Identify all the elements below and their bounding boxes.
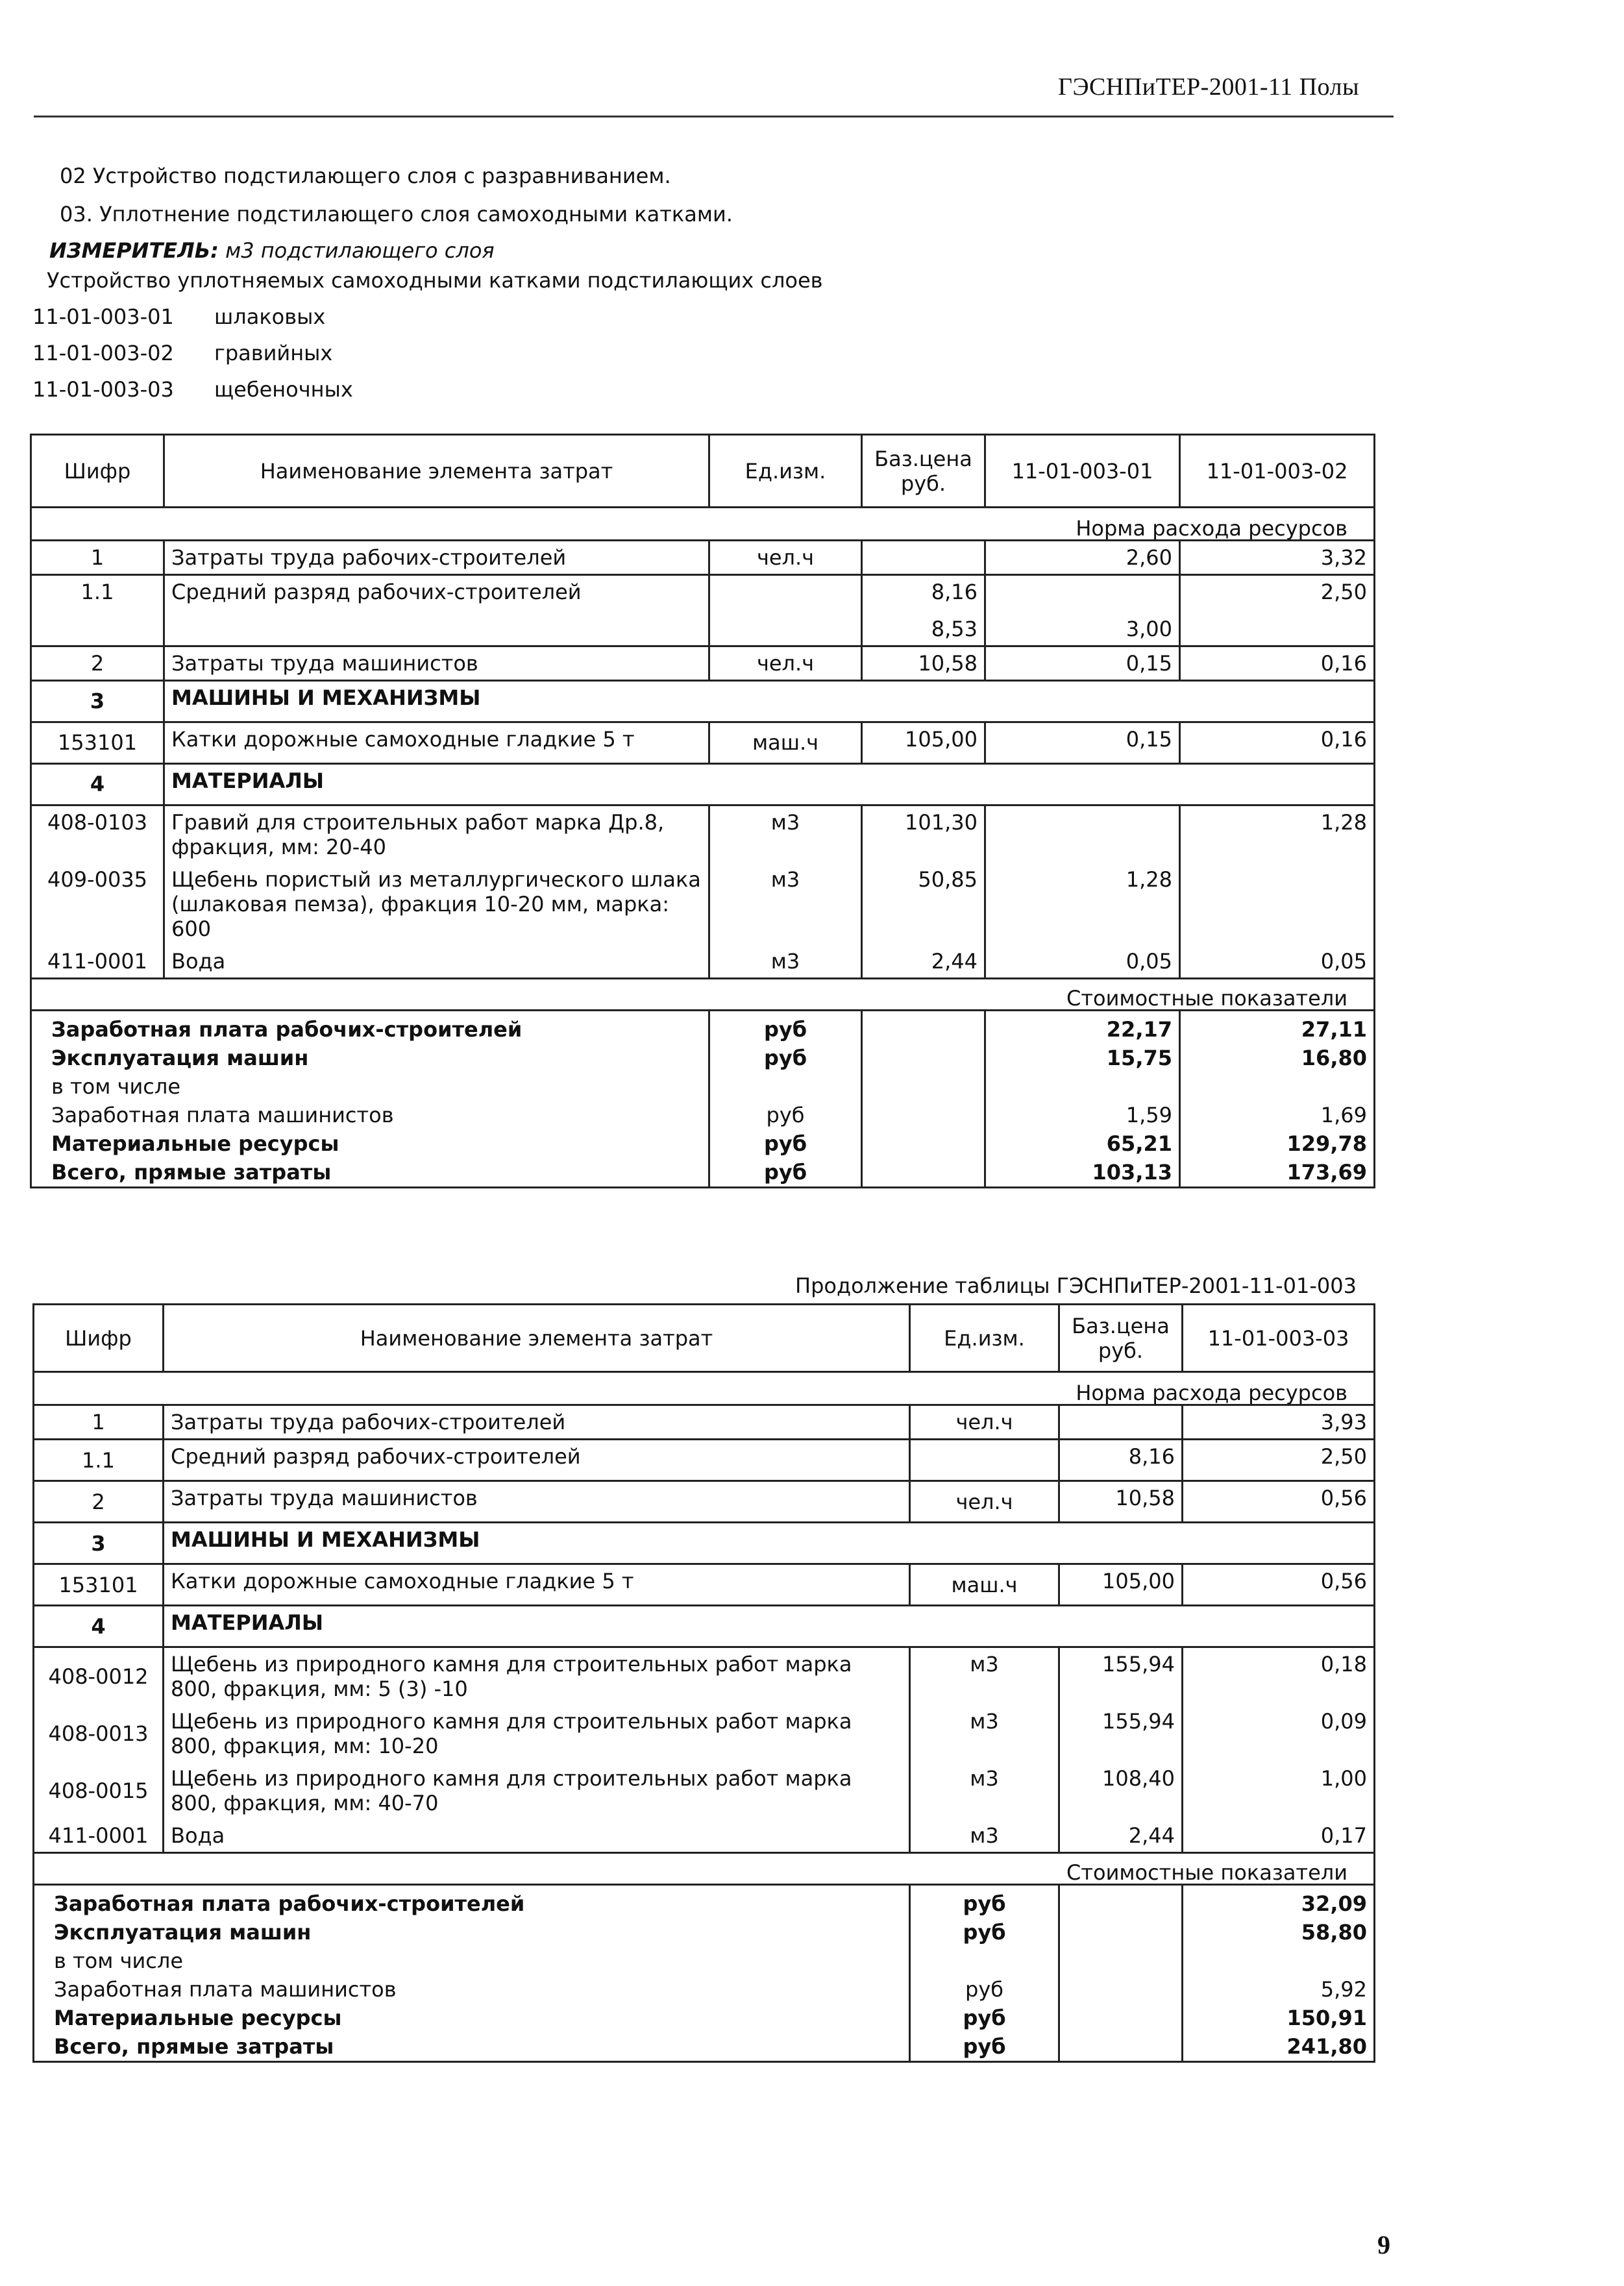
row-price: 105,00 [862,722,985,763]
summary-value-1 [985,1072,1180,1101]
section-norm-label: Норма расхода ресурсов [34,1372,1375,1405]
row-price: 8,16 [1059,1440,1183,1481]
code-item-name: шлаковых [214,304,326,329]
row-price: 108,40 [1059,1762,1183,1819]
summary-label: Заработная плата машинистов [34,1975,910,2004]
row-code: 408-0015 [34,1762,164,1819]
measure-label: ИЗМЕРИТЕЛЬ: [49,238,219,263]
section-cost-label: Стоимостные показатели [34,1853,1375,1885]
intro-line-2: 03. Уплотнение подстилающего слоя самоходными катками. [60,202,733,227]
header-col-1: 11-01-003-03 [1183,1305,1375,1372]
row-price: 105,00 [1059,1564,1183,1606]
row-unit [709,613,862,646]
summary-value-2: 16,80 [1180,1044,1375,1072]
row-unit: м3 [910,1647,1059,1706]
row-code: 1 [31,541,164,575]
summary-value-1: 65,21 [985,1129,1180,1158]
row-name: Катки дорожные самоходные гладкие 5 т [164,1564,910,1606]
page-header-title: ГЭСНПиТЕР-2001-11 Полы [1058,73,1360,101]
row-unit: м3 [910,1819,1059,1853]
section-row-materials [31,763,1375,805]
table-row [34,1440,1375,1481]
section-title: МАТЕРИАЛЫ [164,763,1375,805]
summary-price [1059,2032,1183,2062]
row-price: 2,44 [1059,1819,1183,1853]
summary-label: Материальные ресурсы [34,2004,910,2032]
row-unit: чел.ч [709,646,862,680]
row-code: 153101 [31,722,164,763]
section-row-materials [34,1606,1375,1647]
table-row [31,613,1375,646]
summary-row [34,1918,1375,1947]
row-value-2: 1,28 [1180,805,1375,863]
row-code: 411-0001 [31,945,164,979]
header-code: Шифр [31,435,164,508]
table-row [34,1647,1375,1706]
row-code: 2 [34,1481,164,1523]
section-norm-row [34,1372,1375,1405]
summary-label: Всего, прямые затраты [34,2032,910,2062]
row-name: Щебень пористый из металлургического шлака (шлаковая пемза), фракция 10-20 мм, марка: 600 [164,863,709,945]
summary-value-1 [1183,1947,1375,1975]
table-header-row [34,1305,1375,1372]
summary-row [34,1885,1375,1919]
row-code: 1.1 [31,575,164,613]
summary-unit: руб [910,1975,1059,2004]
summary-unit [910,1947,1059,1975]
code-item-code: 11-01-003-01 [32,304,174,329]
row-unit: маш.ч [910,1564,1059,1606]
summary-row [31,1101,1375,1129]
summary-price [862,1072,985,1101]
summary-label: Заработная плата рабочих-строителей [31,1010,709,1044]
intro-description: Устройство уплотняемых самоходными катками подстилающих слоев [47,268,823,293]
table-row [31,646,1375,680]
summary-label: Заработная плата машинистов [31,1101,709,1129]
summary-unit: руб [709,1101,862,1129]
summary-row [31,1129,1375,1158]
row-unit [910,1440,1059,1481]
row-value-2: 0,05 [1180,945,1375,979]
row-unit: чел.ч [910,1481,1059,1523]
row-name: Затраты труда машинистов [164,1481,910,1523]
row-price [1059,1405,1183,1440]
code-item [32,378,174,401]
summary-unit: руб [709,1129,862,1158]
section-cost-row [31,978,1375,1010]
header-divider [34,116,1394,117]
row-unit: м3 [709,805,862,863]
row-name: Средний разряд рабочих-строителей [164,575,709,613]
row-value-1: 2,50 [1183,1440,1375,1481]
resource-table-2 [32,1303,1375,2063]
row-value-1: 0,15 [985,646,1180,680]
summary-unit: руб [910,2032,1059,2062]
section-cost-row [34,1853,1375,1885]
row-value-2 [1180,863,1375,945]
summary-price [1059,2004,1183,2032]
row-unit: м3 [709,863,862,945]
row-name: Средний разряд рабочих-строителей [164,1440,910,1481]
summary-label: Эксплуатация машин [34,1918,910,1947]
summary-value-1: 241,80 [1183,2032,1375,2062]
summary-value-2 [1180,1072,1375,1101]
section-norm-row [31,508,1375,541]
summary-price [1059,1885,1183,1919]
row-code: 1 [34,1405,164,1440]
summary-unit [709,1072,862,1101]
header-name: Наименование элемента затрат [164,435,709,508]
row-name: Щебень из природного камня для строительных работ марка 800, фракция, мм: 40-70 [164,1762,910,1819]
row-unit: чел.ч [709,541,862,575]
row-name: Вода [164,1819,910,1853]
row-name: Щебень из природного камня для строительных работ марка 800, фракция, мм: 5 (3) -10 [164,1647,910,1706]
summary-value-2: 173,69 [1180,1158,1375,1188]
header-col-1: 11-01-003-01 [985,435,1180,508]
section-title: МАТЕРИАЛЫ [164,1606,1375,1647]
row-value-1: 1,28 [985,863,1180,945]
row-price: 101,30 [862,805,985,863]
summary-row [31,1072,1375,1101]
code-item-name: щебеночных [214,377,353,402]
measure-line [49,239,495,262]
row-price: 2,44 [862,945,985,979]
row-value-2: 0,16 [1180,646,1375,680]
summary-value-1: 32,09 [1183,1885,1375,1919]
section-row-machines [31,680,1375,722]
code-item-name: гравийных [214,341,333,365]
header-name: Наименование элемента затрат [164,1305,910,1372]
row-code: 408-0103 [31,805,164,863]
summary-value-2: 1,69 [1180,1101,1375,1129]
row-unit: м3 [709,945,862,979]
summary-unit: руб [709,1044,862,1072]
row-value-2: 0,16 [1180,722,1375,763]
table-row [34,1405,1375,1440]
row-price: 8,16 [862,575,985,613]
row-code: 2 [31,646,164,680]
row-value-1: 0,56 [1183,1481,1375,1523]
summary-label: Всего, прямые затраты [31,1158,709,1188]
summary-row [31,1044,1375,1072]
summary-value-1: 150,91 [1183,2004,1375,2032]
row-value-2: 3,32 [1180,541,1375,575]
summary-value-1: 1,59 [985,1101,1180,1129]
row-value-1: 0,18 [1183,1647,1375,1706]
row-value-1: 3,00 [985,613,1180,646]
row-price: 10,58 [1059,1481,1183,1523]
section-norm-label: Норма расхода ресурсов [31,508,1375,541]
row-price: 155,94 [1059,1647,1183,1706]
summary-unit: руб [709,1158,862,1188]
row-value-2 [1180,613,1375,646]
row-unit: маш.ч [709,722,862,763]
table-row [34,1762,1375,1819]
measure-value: м3 подстилающего слоя [225,238,495,263]
summary-value-1: 103,13 [985,1158,1180,1188]
row-value-2: 2,50 [1180,575,1375,613]
table-row [31,541,1375,575]
summary-value-1: 5,92 [1183,1975,1375,2004]
summary-price [862,1010,985,1044]
summary-price [1059,1918,1183,1947]
row-code: 408-0013 [34,1705,164,1762]
table-row [34,1819,1375,1853]
header-unit: Ед.изм. [709,435,862,508]
row-unit: чел.ч [910,1405,1059,1440]
summary-row [34,1975,1375,2004]
summary-price [862,1101,985,1129]
section-code: 4 [34,1606,164,1647]
row-value-1: 0,56 [1183,1564,1375,1606]
summary-unit: руб [910,1885,1059,1919]
summary-price [1059,1947,1183,1975]
summary-value-2: 27,11 [1180,1010,1375,1044]
row-name: Катки дорожные самоходные гладкие 5 т [164,722,709,763]
row-name: Затраты труда рабочих-строителей [164,1405,910,1440]
summary-price [862,1129,985,1158]
row-unit: м3 [910,1762,1059,1819]
table-row [31,945,1375,979]
row-value-1: 0,15 [985,722,1180,763]
section-title: МАШИНЫ И МЕХАНИЗМЫ [164,1523,1375,1564]
row-value-1: 3,93 [1183,1405,1375,1440]
summary-label: в том числе [31,1072,709,1101]
summary-unit: руб [709,1010,862,1044]
intro-line-1: 02 Устройство подстилающего слоя с разравниванием. [60,164,671,188]
row-price: 8,53 [862,613,985,646]
summary-price [862,1044,985,1072]
table-row [34,1481,1375,1523]
row-name: Затраты труда машинистов [164,646,709,680]
section-code: 4 [31,763,164,805]
code-item [32,305,174,328]
summary-label: Заработная плата рабочих-строителей [34,1885,910,1919]
row-value-1: 0,17 [1183,1819,1375,1853]
header-price: Баз.цена руб. [862,435,985,508]
section-title: МАШИНЫ И МЕХАНИЗМЫ [164,680,1375,722]
row-value-1: 0,09 [1183,1705,1375,1762]
summary-price [1059,1975,1183,2004]
table-row [34,1705,1375,1762]
row-code: 409-0035 [31,863,164,945]
table-row [31,575,1375,613]
table-row [31,722,1375,763]
row-value-1 [985,575,1180,613]
summary-value-1: 22,17 [985,1010,1180,1044]
row-code: 408-0012 [34,1647,164,1706]
row-code [31,613,164,646]
row-unit: м3 [910,1705,1059,1762]
header-code: Шифр [34,1305,164,1372]
resource-table-1 [30,434,1375,1188]
row-value-1 [985,805,1180,863]
summary-unit: руб [910,1918,1059,1947]
row-name: Затраты труда рабочих-строителей [164,541,709,575]
row-name: Вода [164,945,709,979]
row-price: 155,94 [1059,1705,1183,1762]
summary-unit: руб [910,2004,1059,2032]
summary-row [34,2004,1375,2032]
summary-value-2: 129,78 [1180,1129,1375,1158]
table-row [31,805,1375,863]
row-unit [709,575,862,613]
summary-value-1: 58,80 [1183,1918,1375,1947]
header-price: Баз.цена руб. [1059,1305,1183,1372]
table-row [31,863,1375,945]
row-code: 1.1 [34,1440,164,1481]
row-name [164,613,709,646]
table-row [34,1564,1375,1606]
summary-row [34,2032,1375,2062]
summary-label: в том числе [34,1947,910,1975]
section-cost-label: Стоимостные показатели [31,978,1375,1010]
summary-label: Материальные ресурсы [31,1129,709,1158]
header-unit: Ед.изм. [910,1305,1059,1372]
summary-price [862,1158,985,1188]
row-price: 50,85 [862,863,985,945]
summary-row [31,1010,1375,1044]
code-item-code: 11-01-003-03 [32,377,174,402]
summary-row [34,1947,1375,1975]
row-code: 153101 [34,1564,164,1606]
row-value-1: 0,05 [985,945,1180,979]
table-header-row [31,435,1375,508]
row-name: Гравий для строительных работ марка Др.8, фракция, мм: 20-40 [164,805,709,863]
section-code: 3 [34,1523,164,1564]
row-price: 10,58 [862,646,985,680]
continuation-caption: Продолжение таблицы ГЭСНПиТЕР-2001-11-01-003 [795,1273,1357,1298]
section-code: 3 [31,680,164,722]
code-item-code: 11-01-003-02 [32,341,174,365]
code-item [32,341,174,365]
summary-label: Эксплуатация машин [31,1044,709,1072]
summary-row [31,1158,1375,1188]
page-number: 9 [1377,2230,1390,2259]
section-row-machines [34,1523,1375,1564]
header-col-2: 11-01-003-02 [1180,435,1375,508]
summary-value-1: 15,75 [985,1044,1180,1072]
row-value-1: 2,60 [985,541,1180,575]
row-name: Щебень из природного камня для строительных работ марка 800, фракция, мм: 10-20 [164,1705,910,1762]
row-value-1: 1,00 [1183,1762,1375,1819]
row-price [862,541,985,575]
row-code: 411-0001 [34,1819,164,1853]
